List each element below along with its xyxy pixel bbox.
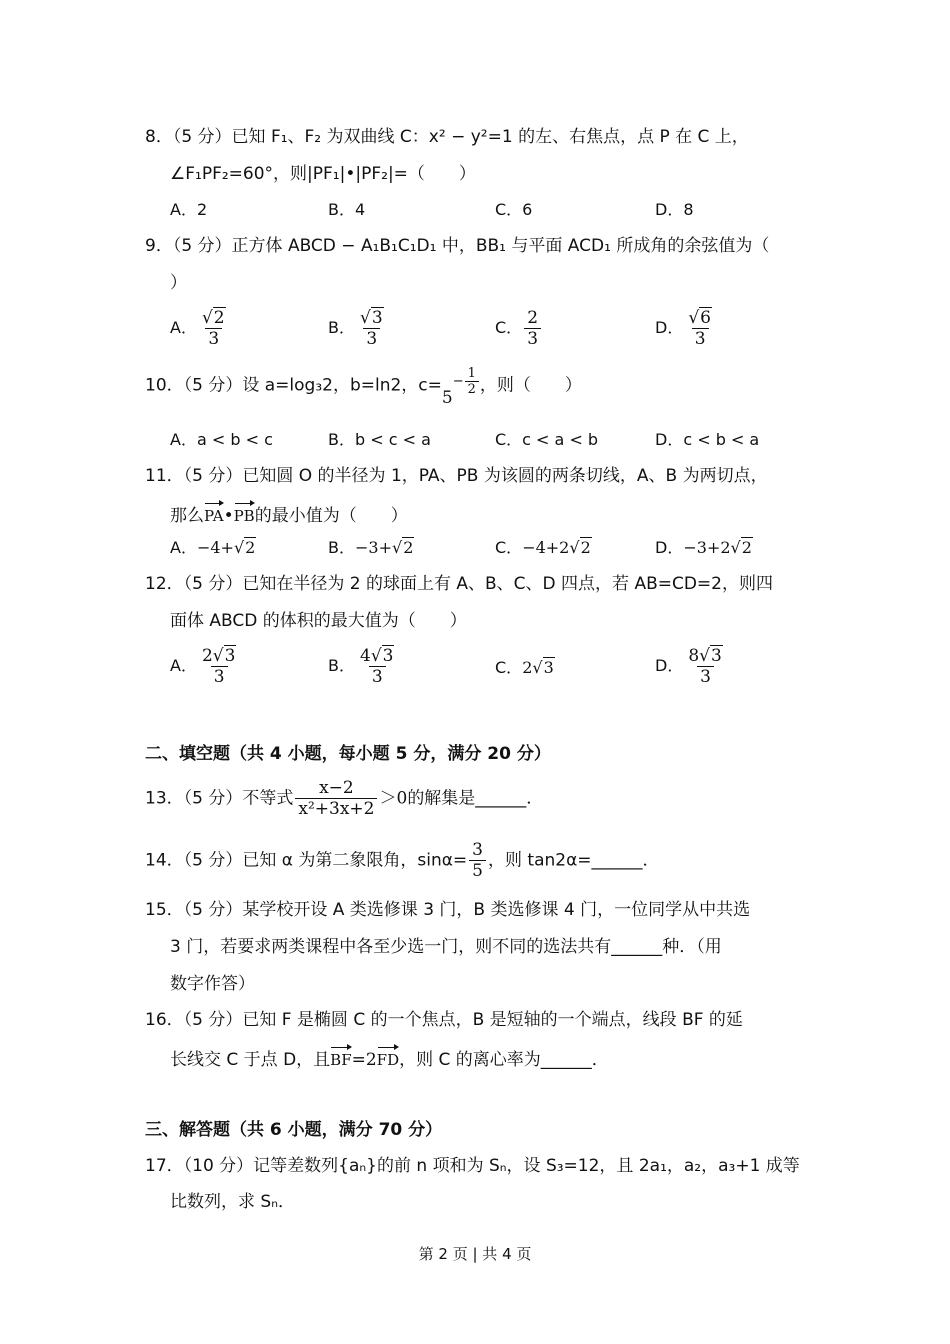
exp-denominator: 2	[465, 381, 479, 397]
q13-suffix: 的解集是______．	[407, 788, 544, 809]
q10-prefix: 10．（5 分）设 a=log₃2，b=ln2，c=	[145, 375, 442, 396]
section-3-heading: 三、解答题（共 6 小题，满分 70 分）	[145, 1120, 443, 1140]
radicand: 2	[213, 308, 225, 328]
q10-exponent	[453, 366, 480, 397]
expr: −4+2	[522, 538, 570, 557]
fraction: $\frac{√3}{3}$	[359, 308, 383, 349]
q8-line2: ∠F₁PF₂=60°，则|PF₁|•|PF₂|=（ ）	[170, 164, 476, 184]
q11-prefix: 那么	[170, 506, 204, 526]
vector-pb: PB	[234, 500, 255, 528]
page-footer: 第 2 页 | 共 4 页	[418, 1245, 532, 1263]
numerator: x−2	[319, 778, 354, 798]
q9-option-a	[170, 308, 231, 349]
dot-operator: •	[223, 506, 234, 526]
q12-option-a	[170, 646, 241, 687]
q16-line1: 16．（5 分）已知 F 是椭圆 C 的一个焦点，B 是短轴的一个端点，线段 BF 的延	[145, 1010, 743, 1030]
radicand: 6	[700, 308, 711, 328]
q10-base: 5	[441, 387, 453, 408]
fraction: $\frac{√2}{3}$	[201, 308, 225, 349]
q12-option-c: C．2√3	[495, 658, 554, 677]
expr: −4+	[196, 538, 234, 557]
q8-option-d: D．8	[655, 200, 694, 219]
q9-line1: 9．（5 分）正方体 ABCD − A₁B₁C₁D₁ 中，BB₁ 与平面 ACD₁ 所成角的余弦值为（	[145, 236, 770, 256]
radicand: 3	[543, 658, 554, 677]
q10-line	[145, 366, 582, 416]
numerator: 3	[472, 840, 483, 860]
fraction	[295, 778, 377, 819]
radicand: 3	[382, 646, 394, 666]
fraction: $\frac{2√3}{3}$	[201, 646, 236, 687]
q11-option-b: B．−3+√2	[328, 538, 414, 557]
q10-option-d: D．c < b < a	[655, 430, 760, 449]
fraction: $\frac{4√3}{3}$	[359, 646, 394, 687]
q16-prefix: 长线交 C 于点 D，且	[170, 1050, 331, 1070]
q14-suffix: ，则 tan2α=______．	[488, 850, 660, 871]
q17-line2: 比数列，求 Sₙ．	[170, 1192, 295, 1212]
option-label: C．	[495, 318, 523, 337]
fraction	[469, 840, 486, 881]
option-label: A．	[170, 318, 197, 337]
q9-line2: ）	[170, 273, 187, 293]
fraction: $\frac{8√3}{3}$	[688, 646, 722, 687]
option-label: A．	[170, 538, 197, 557]
q9-option-b	[328, 308, 389, 349]
q13-line	[145, 778, 543, 826]
radicand: 2	[245, 538, 256, 557]
q8-option-c: C．6	[495, 200, 533, 219]
radicand: 3	[371, 308, 383, 328]
vector-bf: BF	[330, 1044, 351, 1072]
denominator: 3	[524, 328, 541, 349]
vector-fd: FD	[377, 1044, 399, 1072]
denominator: 3	[692, 328, 709, 349]
q10-option-c: C．c < a < b	[495, 430, 599, 449]
radicand: 2	[741, 538, 752, 557]
denominator: 3	[369, 666, 386, 687]
q8-option-a: A．2	[170, 200, 208, 219]
option-label: C．	[495, 538, 523, 557]
denominator: 5	[469, 860, 486, 881]
q17-line1: 17．（10 分）记等差数列{aₙ}的前 n 项和为 Sₙ，设 S₃=12，且 2a₁，a₂，a₃+1 成等	[145, 1156, 800, 1176]
option-label: B．	[328, 318, 355, 337]
denominator: 3	[205, 328, 222, 349]
fraction: $\frac{√6}{3}$	[688, 308, 711, 349]
q11-option-c: C．−4+2√2	[495, 538, 591, 557]
option-label: D．	[655, 656, 684, 675]
q10-suffix: ，则（ ）	[479, 375, 582, 396]
coefficient: 2	[522, 658, 533, 677]
q12-line2: 面体 ABCD 的体积的最大值为（ ）	[170, 611, 467, 631]
denominator: x²+3x+2	[295, 798, 377, 819]
denominator: 3	[697, 666, 714, 687]
q15-line2: 3 门，若要求两类课程中各至少选一门，则不同的选法共有______种．（用	[170, 937, 722, 957]
option-label: C．	[495, 658, 523, 677]
option-label: B．	[328, 656, 355, 675]
q11-suffix: 的最小值为（ ）	[254, 506, 408, 526]
option-label: A．	[170, 656, 197, 675]
q10-option-b: B．b < c < a	[328, 430, 431, 449]
exp-sign: −	[452, 373, 464, 389]
coefficient: 8	[688, 646, 700, 666]
q9-option-c	[495, 308, 543, 349]
q9-option-d	[655, 308, 717, 349]
denominator: 3	[363, 328, 380, 349]
denominator: 3	[211, 666, 228, 687]
q13-prefix: 13．（5 分）不等式	[145, 788, 294, 809]
relation: ＞0	[379, 788, 408, 809]
coefficient: 4	[359, 646, 371, 666]
coefficient: 2	[201, 646, 213, 666]
radicand: 2	[403, 538, 414, 557]
option-label: D．	[655, 538, 684, 557]
q14-line	[145, 840, 660, 886]
expr: −3+	[354, 538, 392, 557]
option-label: B．	[328, 538, 355, 557]
vector-pa: PA	[204, 500, 224, 528]
q12-option-d	[655, 646, 728, 687]
q14-prefix: 14．（5 分）已知 α 为第二象限角，sinα=	[145, 850, 468, 871]
q15-line1: 15．（5 分）某学校开设 A 类选修课 3 门，B 类选修课 4 门，一位同学从中共选	[145, 900, 751, 920]
q12-line1: 12．（5 分）已知在半径为 2 的球面上有 A、B、C、D 四点，若 AB=CD=2，则四	[145, 574, 773, 594]
q11-line2	[170, 500, 408, 528]
exp-numerator: 1	[467, 366, 476, 381]
equals-two: =2	[351, 1050, 377, 1070]
q8-line1: 8．（5 分）已知 F₁、F₂ 为双曲线 C：x² − y²=1 的左、右焦点，点 P 在 C 上，	[145, 127, 749, 147]
expr: −3+2	[683, 538, 731, 557]
q8-option-b: B．4	[328, 200, 366, 219]
radicand: 3	[711, 646, 722, 666]
q10-option-a: A．a < b < c	[170, 430, 273, 449]
q11-option-a: A．−4+√2	[170, 538, 256, 557]
fraction	[524, 308, 541, 349]
option-label: D．	[655, 318, 684, 337]
numerator: 2	[527, 308, 539, 328]
q16-suffix: ，则 C 的离心率为______．	[399, 1050, 609, 1070]
q15-line3: 数字作答）	[170, 974, 255, 994]
q12-option-b	[328, 646, 399, 687]
q11-option-d: D．−3+2√2	[655, 538, 752, 557]
q11-line1: 11．（5 分）已知圆 O 的半径为 1，PA、PB 为该圆的两条切线，A、B 为两切点，	[145, 466, 768, 486]
section-2-heading: 二、填空题（共 4 小题，每小题 5 分，满分 20 分）	[145, 744, 551, 764]
radicand: 3	[224, 646, 236, 666]
q16-line2	[170, 1044, 609, 1072]
radicand: 2	[580, 538, 591, 557]
